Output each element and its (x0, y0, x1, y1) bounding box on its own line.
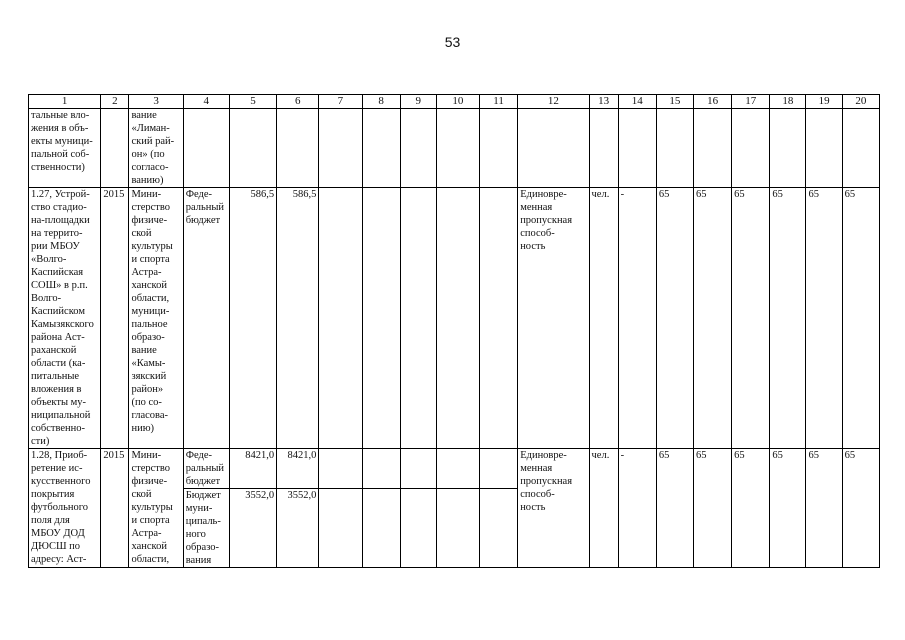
empty-cell (362, 109, 400, 188)
empty-cell (436, 489, 479, 568)
column-number: 13 (589, 95, 618, 109)
column-number: 14 (618, 95, 656, 109)
amount-year-cell: 586,5 (277, 188, 319, 449)
indicator-value-cell: 65 (693, 188, 731, 449)
indicator-value-cell (732, 109, 770, 188)
program-table (28, 94, 880, 568)
amount-total-cell: 3552,0 (229, 489, 276, 568)
measure-name-cell: тальные вло- жения в объ- екты муници- пальной соб- ственности) (29, 109, 101, 188)
empty-cell (362, 489, 400, 568)
indicator-value-cell: 65 (693, 449, 731, 568)
column-number: 1 (29, 95, 101, 109)
indicator-value-cell: 65 (732, 449, 770, 568)
table-row (29, 109, 880, 188)
indicator-value-cell (806, 109, 842, 188)
amount-year-cell: 8421,0 (277, 449, 319, 489)
column-number: 15 (656, 95, 693, 109)
indicator-value-cell (693, 109, 731, 188)
indicator-value-cell: 65 (842, 449, 879, 568)
empty-cell (480, 109, 518, 188)
empty-cell (319, 449, 362, 489)
indicator-value-cell: 65 (656, 449, 693, 568)
page-number: 53 (444, 34, 461, 50)
empty-cell (400, 109, 436, 188)
column-number-row (29, 95, 880, 109)
column-number: 4 (183, 95, 229, 109)
column-number: 9 (400, 95, 436, 109)
column-number: 19 (806, 95, 842, 109)
funding-source-cell (183, 109, 229, 188)
amount-total-cell (229, 109, 276, 188)
empty-cell (400, 449, 436, 489)
indicator-value-cell: 65 (842, 188, 879, 449)
empty-cell (319, 188, 362, 449)
indicator-value-cell: 65 (770, 449, 806, 568)
indicator-value-cell: 65 (732, 188, 770, 449)
empty-cell (436, 109, 479, 188)
measure-name-cell: 1.28, Приоб- ретение ис- кусственного покрытия футбольного поля для МБОУ ДОД ДЮСШ по адресу: Аст- (29, 449, 101, 568)
column-number: 8 (362, 95, 400, 109)
indicator-value-cell: - (618, 449, 656, 568)
amount-total-cell: 8421,0 (229, 449, 276, 489)
funding-source-cell: Бюджет муни- ципаль- ного образо- вания (183, 489, 229, 568)
column-number: 20 (842, 95, 879, 109)
funding-source-cell: Феде- ральный бюджет (183, 188, 229, 449)
indicator-value-cell: 65 (806, 449, 842, 568)
indicator-value-cell: 65 (770, 188, 806, 449)
amount-year-cell (277, 109, 319, 188)
column-number: 18 (770, 95, 806, 109)
executor-cell: вание «Лиман- ский рай- он» (по согласо- ванию) (129, 109, 183, 188)
indicator-cell (518, 109, 589, 188)
empty-cell (319, 109, 362, 188)
indicator-value-cell (656, 109, 693, 188)
funding-source-cell: Феде- ральный бюджет (183, 449, 229, 489)
column-number: 12 (518, 95, 589, 109)
indicator-cell: Единовре- менная пропускная способ- ность (518, 449, 589, 568)
empty-cell (362, 449, 400, 489)
column-number: 7 (319, 95, 362, 109)
column-number: 16 (693, 95, 731, 109)
unit-cell: чел. (589, 449, 618, 568)
unit-cell (589, 109, 618, 188)
column-number: 5 (229, 95, 276, 109)
measure-name-cell: 1.27, Устрой- ство стадио- на-площадки на террито- рии МБОУ «Волго- Каспийская СОШ» в р.п. Волго- Каспийском Камызякского района Аст- раханской области (ка- питальные вложения в объекты му- ниципальной собственно- сти) (29, 188, 101, 449)
amount-total-cell: 586,5 (229, 188, 276, 449)
empty-cell (480, 188, 518, 449)
empty-cell (436, 449, 479, 489)
indicator-value-cell (618, 109, 656, 188)
empty-cell (480, 489, 518, 568)
table-row (29, 449, 880, 489)
executor-cell: Мини- стерство физиче- ской культуры и спорта Астра- ханской области, муници- пальное образо- вание «Камы- зякский район» (по со- гласова- нию) (129, 188, 183, 449)
column-number: 3 (129, 95, 183, 109)
column-number: 11 (480, 95, 518, 109)
empty-cell (400, 489, 436, 568)
column-number: 10 (436, 95, 479, 109)
indicator-value-cell (842, 109, 879, 188)
indicator-value-cell (770, 109, 806, 188)
unit-cell: чел. (589, 188, 618, 449)
indicator-cell: Единовре- менная пропускная способ- ность (518, 188, 589, 449)
executor-cell: Мини- стерство физиче- ской культуры и спорта Астра- ханской области, (129, 449, 183, 568)
indicator-value-cell: 65 (656, 188, 693, 449)
indicator-value-cell: - (618, 188, 656, 449)
empty-cell (362, 188, 400, 449)
year-cell: 2015 (101, 449, 129, 568)
column-number: 2 (101, 95, 129, 109)
empty-cell (480, 449, 518, 489)
year-cell: 2015 (101, 188, 129, 449)
amount-year-cell: 3552,0 (277, 489, 319, 568)
indicator-value-cell: 65 (806, 188, 842, 449)
empty-cell (400, 188, 436, 449)
column-number: 17 (732, 95, 770, 109)
empty-cell (319, 489, 362, 568)
year-cell (101, 109, 129, 188)
empty-cell (436, 188, 479, 449)
table-row (29, 188, 880, 449)
column-number: 6 (277, 95, 319, 109)
